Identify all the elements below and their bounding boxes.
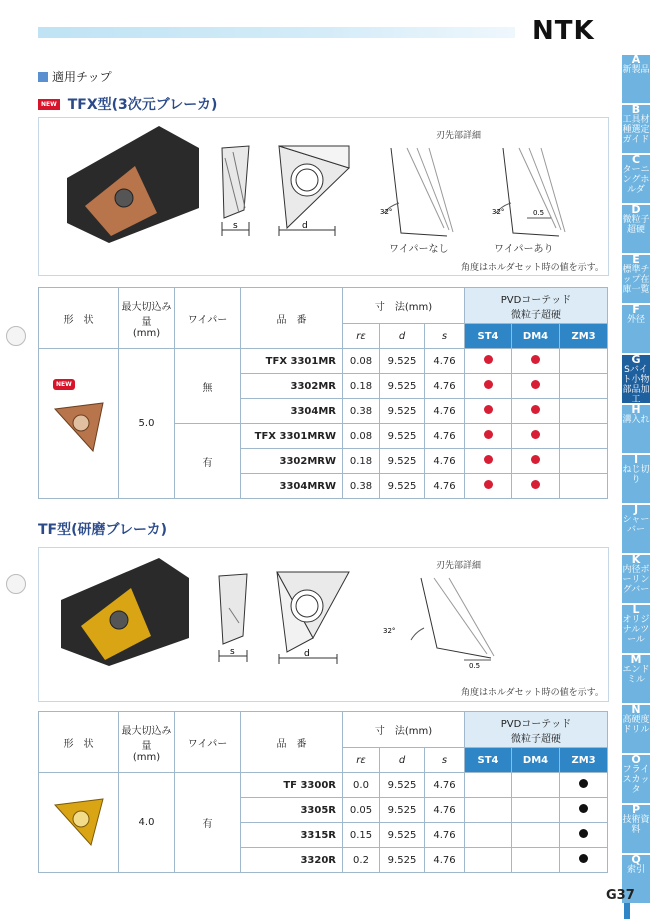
side-tab-d[interactable]: D 微粒子超硬 bbox=[622, 205, 650, 253]
side-tab-e[interactable]: E 標準チップ在庫一覧 bbox=[622, 255, 650, 303]
part-number: 3305R bbox=[241, 798, 343, 823]
table-row bbox=[39, 773, 608, 798]
side-tab-a[interactable]: A 新製品 bbox=[622, 55, 650, 103]
rc-value: 0.2 bbox=[343, 848, 380, 873]
binder-hole-top bbox=[6, 326, 26, 346]
tf-title: TF型(研磨ブレーカ) bbox=[38, 522, 168, 538]
tfx-insert-photo bbox=[39, 349, 119, 499]
binder-hole-bottom bbox=[6, 574, 26, 594]
col-dims: 寸 法(mm) bbox=[343, 288, 465, 324]
d-value: 9.525 bbox=[380, 374, 425, 399]
availability-st4 bbox=[465, 773, 512, 798]
s-value: 4.76 bbox=[425, 474, 465, 499]
available-dot-icon bbox=[484, 455, 493, 464]
availability-dm4 bbox=[512, 424, 560, 449]
max-cut-value: 5.0 bbox=[119, 349, 175, 499]
grade-dm4: DM4 bbox=[512, 748, 560, 773]
col-rc: rε bbox=[343, 324, 380, 349]
rc-value: 0.0 bbox=[343, 773, 380, 798]
rc-value: 0.38 bbox=[343, 399, 380, 424]
availability-st4 bbox=[465, 848, 512, 873]
availability-zm3 bbox=[560, 823, 608, 848]
availability-st4 bbox=[465, 798, 512, 823]
rc-value: 0.38 bbox=[343, 474, 380, 499]
d-value: 9.525 bbox=[380, 798, 425, 823]
available-dot-icon bbox=[531, 480, 540, 489]
availability-dm4 bbox=[512, 449, 560, 474]
side-tab-k[interactable]: K 内径ボーリングバー bbox=[622, 555, 650, 603]
availability-dm4 bbox=[512, 773, 560, 798]
tfx-detail-label: 刃先部詳細 bbox=[436, 131, 482, 141]
d-value: 9.525 bbox=[380, 474, 425, 499]
s-value: 4.76 bbox=[425, 374, 465, 399]
rc-value: 0.08 bbox=[343, 424, 380, 449]
side-tab-j[interactable]: J シャーバー bbox=[622, 505, 650, 553]
brand-logo: NTK bbox=[532, 16, 595, 46]
side-tab-h[interactable]: H 溝入れ bbox=[622, 405, 650, 453]
available-dot-icon bbox=[484, 355, 493, 364]
svg-text:32°: 32° bbox=[492, 208, 505, 216]
grade-zm3: ZM3 bbox=[560, 748, 608, 773]
col-max-cut: 最大切込み量 (mm) bbox=[119, 712, 175, 773]
part-number: 3315R bbox=[241, 823, 343, 848]
availability-zm3 bbox=[560, 798, 608, 823]
available-dot-icon bbox=[531, 355, 540, 364]
availability-zm3 bbox=[560, 848, 608, 873]
available-dot-icon bbox=[531, 380, 540, 389]
availability-st4 bbox=[465, 823, 512, 848]
svg-text:0.5: 0.5 bbox=[533, 209, 545, 217]
rc-value: 0.18 bbox=[343, 374, 380, 399]
part-number: 3304MR bbox=[241, 399, 343, 424]
col-part-no: 品 番 bbox=[241, 288, 343, 349]
availability-st4 bbox=[465, 424, 512, 449]
col-max-cut: 最大切込み量 (mm) bbox=[119, 288, 175, 349]
part-number: 3302MR bbox=[241, 374, 343, 399]
side-tab-n[interactable]: N 高硬度ドリル bbox=[622, 705, 650, 753]
availability-st4 bbox=[465, 449, 512, 474]
tfx-diagram-panel bbox=[38, 117, 609, 276]
rc-value: 0.18 bbox=[343, 449, 380, 474]
part-number: 3302MRW bbox=[241, 449, 343, 474]
table-row bbox=[39, 349, 608, 374]
tf-diagram-panel bbox=[38, 547, 609, 702]
wiper-value: 無 bbox=[175, 349, 241, 424]
side-tab-o[interactable]: O フライスカッタ bbox=[622, 755, 650, 803]
availability-dm4 bbox=[512, 474, 560, 499]
col-pvd: PVDコーテッド 微粒子超硬 bbox=[465, 288, 608, 324]
col-wiper: ワイパー bbox=[175, 712, 241, 773]
new-badge: NEW bbox=[53, 379, 75, 390]
rc-value: 0.08 bbox=[343, 349, 380, 374]
availability-zm3 bbox=[560, 773, 608, 798]
tf-spec-table bbox=[38, 711, 608, 873]
side-tab-q[interactable]: Q 索引 bbox=[622, 855, 650, 903]
s-value: 4.76 bbox=[425, 823, 465, 848]
grade-st4: ST4 bbox=[465, 748, 512, 773]
wiper-value: 有 bbox=[175, 424, 241, 499]
d-value: 9.525 bbox=[380, 349, 425, 374]
col-pvd: PVDコーテッド 微粒子超硬 bbox=[465, 712, 608, 748]
available-dot-icon bbox=[579, 829, 588, 838]
new-badge: NEW bbox=[38, 99, 60, 110]
d-value: 9.525 bbox=[380, 449, 425, 474]
part-number: TF 3300R bbox=[241, 773, 343, 798]
tf-insert-illustration bbox=[39, 548, 608, 701]
side-tab-i[interactable]: I ねじ切り bbox=[622, 455, 650, 503]
availability-dm4 bbox=[512, 848, 560, 873]
col-s: s bbox=[425, 748, 465, 773]
wiper-none-label: ワイパーなし bbox=[389, 244, 449, 255]
availability-dm4 bbox=[512, 798, 560, 823]
svg-text:d: d bbox=[304, 649, 310, 659]
available-dot-icon bbox=[579, 854, 588, 863]
available-dot-icon bbox=[484, 480, 493, 489]
side-tab-l[interactable]: L オリジナルツール bbox=[622, 605, 650, 653]
col-d: d bbox=[380, 324, 425, 349]
d-value: 9.525 bbox=[380, 773, 425, 798]
availability-zm3 bbox=[560, 349, 608, 374]
svg-text:d: d bbox=[302, 221, 308, 231]
svg-text:s: s bbox=[230, 647, 235, 657]
availability-dm4 bbox=[512, 374, 560, 399]
availability-st4 bbox=[465, 349, 512, 374]
wiper-yes-label: ワイパーあり bbox=[494, 244, 554, 255]
s-value: 4.76 bbox=[425, 848, 465, 873]
availability-zm3 bbox=[560, 399, 608, 424]
available-dot-icon bbox=[531, 405, 540, 414]
part-number: 3304MRW bbox=[241, 474, 343, 499]
part-number: 3320R bbox=[241, 848, 343, 873]
square-bullet-icon bbox=[38, 72, 48, 82]
s-value: 4.76 bbox=[425, 798, 465, 823]
available-dot-icon bbox=[484, 430, 493, 439]
available-dot-icon bbox=[531, 455, 540, 464]
side-tab-g[interactable]: G Sバイト小物部品加工 bbox=[622, 355, 650, 403]
svg-text:32°: 32° bbox=[380, 208, 393, 216]
grade-st4: ST4 bbox=[465, 324, 512, 349]
rc-value: 0.15 bbox=[343, 823, 380, 848]
page-number: G37 bbox=[606, 888, 635, 903]
side-tab-c[interactable]: C ターニングホルダ bbox=[622, 155, 650, 203]
availability-dm4 bbox=[512, 823, 560, 848]
tf-insert-photo bbox=[39, 773, 119, 873]
d-value: 9.525 bbox=[380, 848, 425, 873]
tfx-spec-table bbox=[38, 287, 608, 499]
side-tab-f[interactable]: F 外径 bbox=[622, 305, 650, 353]
side-tab-b[interactable]: B 工具材種選定ガイド bbox=[622, 105, 650, 153]
tf-detail-label: 刃先部詳細 bbox=[436, 561, 482, 571]
availability-dm4 bbox=[512, 399, 560, 424]
tfx-title: NEW TFX型(3次元ブレーカ) bbox=[38, 94, 217, 114]
s-value: 4.76 bbox=[425, 449, 465, 474]
availability-st4 bbox=[465, 374, 512, 399]
col-s: s bbox=[425, 324, 465, 349]
tfx-angle-note: 角度はホルダセット時の値を示す。 bbox=[461, 263, 604, 273]
d-value: 9.525 bbox=[380, 823, 425, 848]
s-value: 4.76 bbox=[425, 424, 465, 449]
tf-angle-note: 角度はホルダセット時の値を示す。 bbox=[461, 688, 604, 698]
col-wiper: ワイパー bbox=[175, 288, 241, 349]
available-dot-icon bbox=[484, 380, 493, 389]
rc-value: 0.05 bbox=[343, 798, 380, 823]
section-heading: 適用チップ bbox=[38, 68, 112, 85]
grade-zm3: ZM3 bbox=[560, 324, 608, 349]
side-tab-p[interactable]: P 技術資料 bbox=[622, 805, 650, 853]
page-marker bbox=[624, 903, 630, 919]
part-number: TFX 3301MR bbox=[241, 349, 343, 374]
wiper-value: 有 bbox=[175, 773, 241, 873]
available-dot-icon bbox=[531, 430, 540, 439]
d-value: 9.525 bbox=[380, 424, 425, 449]
available-dot-icon bbox=[579, 779, 588, 788]
col-rc: rε bbox=[343, 748, 380, 773]
available-dot-icon bbox=[484, 405, 493, 414]
availability-st4 bbox=[465, 474, 512, 499]
availability-zm3 bbox=[560, 424, 608, 449]
available-dot-icon bbox=[579, 804, 588, 813]
availability-dm4 bbox=[512, 349, 560, 374]
s-value: 4.76 bbox=[425, 773, 465, 798]
d-value: 9.525 bbox=[380, 399, 425, 424]
col-shape: 形 状 bbox=[39, 288, 119, 349]
col-part-no: 品 番 bbox=[241, 712, 343, 773]
header-bar bbox=[38, 27, 515, 38]
col-dims: 寸 法(mm) bbox=[343, 712, 465, 748]
availability-zm3 bbox=[560, 374, 608, 399]
col-shape: 形 状 bbox=[39, 712, 119, 773]
svg-text:32°: 32° bbox=[383, 627, 396, 635]
svg-text:0.5: 0.5 bbox=[469, 662, 481, 670]
grade-dm4: DM4 bbox=[512, 324, 560, 349]
availability-zm3 bbox=[560, 474, 608, 499]
part-number: TFX 3301MRW bbox=[241, 424, 343, 449]
svg-text:s: s bbox=[233, 221, 238, 231]
availability-zm3 bbox=[560, 449, 608, 474]
col-d: d bbox=[380, 748, 425, 773]
side-tab-m[interactable]: M エンドミル bbox=[622, 655, 650, 703]
availability-st4 bbox=[465, 399, 512, 424]
max-cut-value: 4.0 bbox=[119, 773, 175, 873]
s-value: 4.76 bbox=[425, 399, 465, 424]
s-value: 4.76 bbox=[425, 349, 465, 374]
